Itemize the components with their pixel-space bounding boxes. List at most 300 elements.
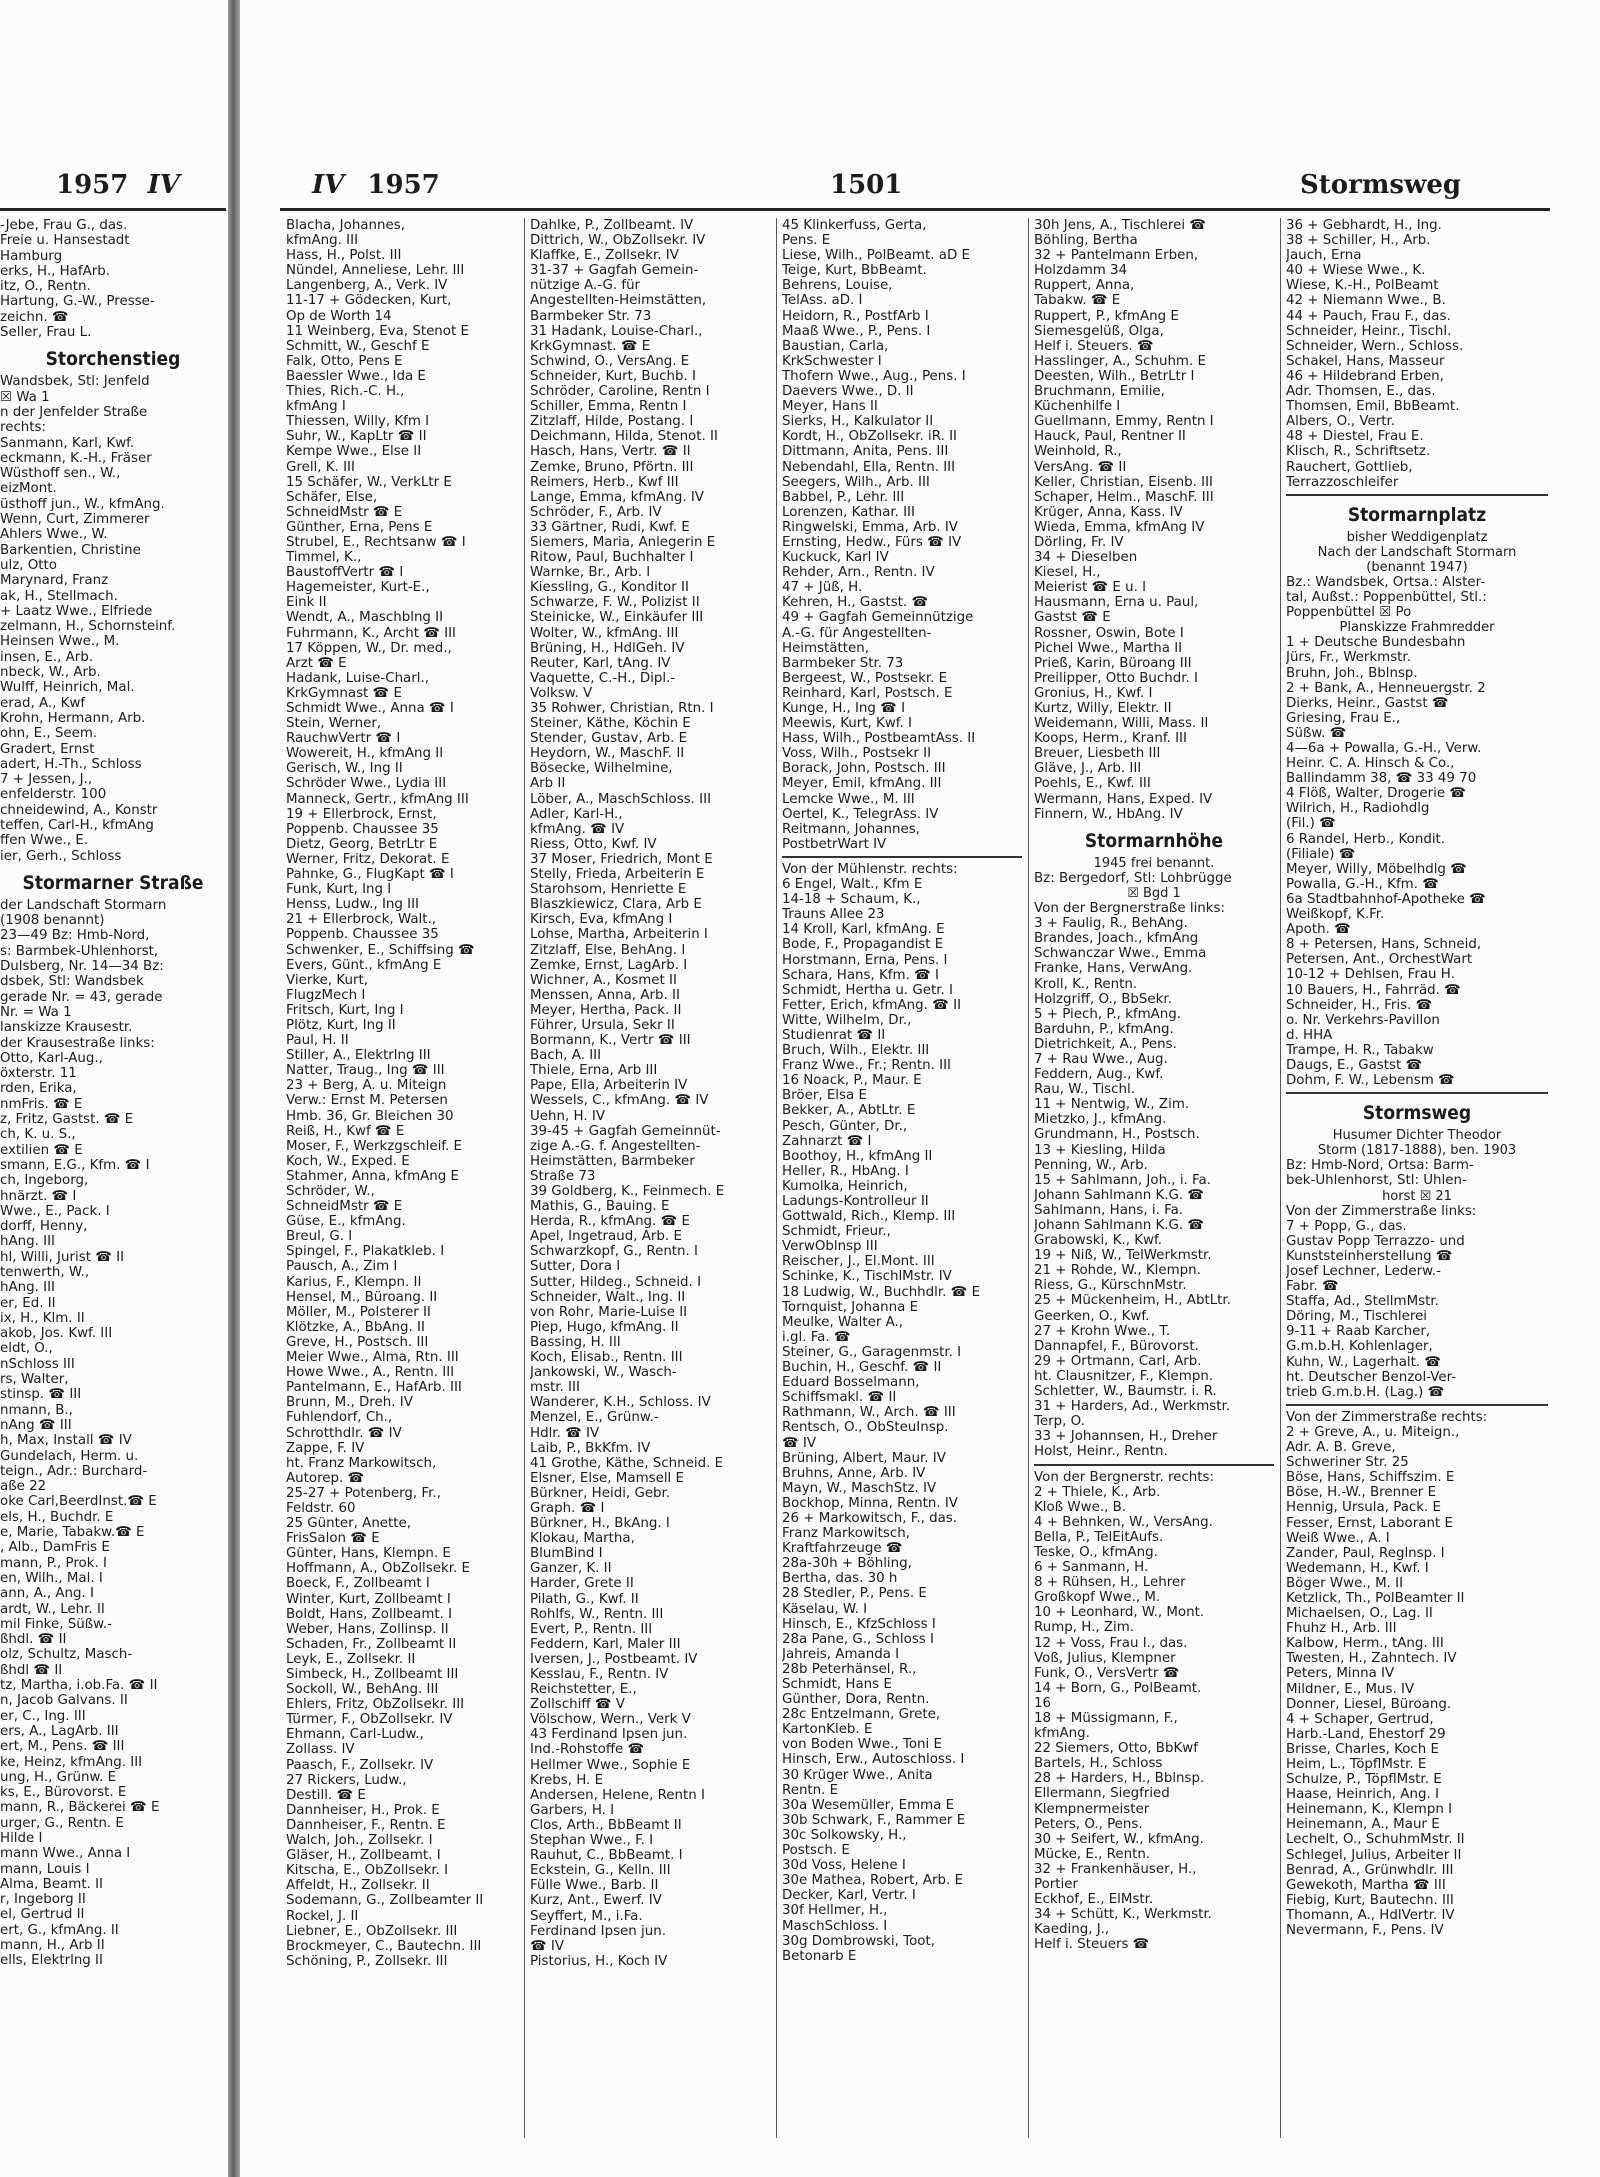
directory-entry: Schweriner Str. 25 — [1286, 1455, 1409, 1471]
directory-entry: Fabr. ☎ — [1286, 1279, 1339, 1295]
directory-entry: Schmidt, Frieur., — [782, 1224, 891, 1240]
directory-entry: Pausch, A., Zim I — [286, 1259, 398, 1275]
directory-entry: Ritow, Paul, Buchhalter I — [530, 550, 694, 566]
directory-entry: Garbers, H. I — [530, 1802, 615, 1818]
directory-entry: kfmAng. — [1034, 1726, 1090, 1742]
directory-entry: Kurtz, Willy, Elektr. II — [1034, 701, 1172, 716]
directory-entry: 30 Krüger Wwe., Anita — [782, 1767, 933, 1783]
directory-entry: Winter, Kurt, Zollbeamt I — [286, 1591, 451, 1607]
directory-entry: mann Wwe., Anna I — [0, 1846, 131, 1862]
directory-entry: 40 + Wiese Wwe., K. — [1286, 263, 1426, 279]
directory-entry: d. HHA — [1286, 1027, 1333, 1043]
directory-entry: Pesch, Günter, Dr., — [782, 1118, 908, 1134]
directory-entry: 6 + Sanmann, H. — [1034, 1560, 1149, 1576]
directory-entry: Hilde I — [0, 1830, 43, 1846]
directory-entry: mstr. III — [530, 1380, 580, 1396]
directory-entry: Fritsch, Kurt, Ing I — [286, 1002, 404, 1018]
directory-entry: Michaelsen, O., Lag. II — [1286, 1606, 1433, 1622]
directory-entry: ks, E., Bürovorst. E — [0, 1785, 127, 1801]
section-divider — [1286, 494, 1548, 496]
facing-page-fragment — [0, 0, 228, 2177]
directory-entry: Kuckuck, Karl IV — [782, 550, 889, 566]
directory-entry: e, Marie, Tabakw.☎ E — [0, 1525, 145, 1541]
directory-entry: A.-G. für Angestellten- — [782, 625, 932, 641]
directory-entry: 11 Weinberg, Eva, Stenot E — [286, 323, 469, 339]
directory-entry: Meyer, Hertha, Pack. II — [530, 1002, 682, 1018]
directory-entry: 7 + Popp, G., das. — [1286, 1218, 1407, 1234]
directory-entry: Teige, Kurt, BbBeamt. — [782, 263, 927, 279]
directory-entry: Fuhlendorf, Ch., — [286, 1410, 393, 1426]
directory-entry: hAng. III — [0, 1234, 55, 1250]
directory-entry: Weidemann, Willi, Mass. II — [1034, 716, 1209, 732]
directory-entry: 32 + Frankenhäuser, H., — [1034, 1861, 1197, 1877]
directory-entry: Meyer, Hans II — [782, 399, 878, 415]
directory-entry: , Alb., DamFris E — [0, 1540, 110, 1556]
directory-entry: Autorep. ☎ — [286, 1470, 365, 1486]
directory-entry: Henss, Ludw., Ing III — [286, 897, 420, 913]
directory-entry: ffen Wwe., E. — [0, 833, 89, 849]
directory-entry: Kesslau, F., Rentn. IV — [530, 1667, 669, 1682]
directory-entry: Simbeck, H., Zollbeamt III — [286, 1667, 459, 1682]
directory-entry: Bruhns, Anne, Arb. IV — [782, 1465, 926, 1481]
directory-entry: Piep, Hugo, kfmAng. II — [530, 1319, 679, 1335]
directory-entry: 33 + Johannsen, H., Dreher — [1034, 1429, 1218, 1445]
directory-entry: Helf i. Steuers. ☎ — [1034, 338, 1154, 354]
directory-entry: 44 + Pauch, Frau F., das. — [1286, 308, 1451, 324]
directory-entry: ert, G., kfmAng. II — [0, 1922, 119, 1938]
directory-entry: ht. Deutscher Benzol-Ver- — [1286, 1369, 1457, 1385]
directory-entry: Thomann, A., HdlVertr. IV — [1286, 1907, 1455, 1923]
directory-entry: gerade Nr. = 43, gerade — [0, 989, 163, 1005]
directory-entry: Arzt ☎ E — [286, 655, 347, 671]
directory-entry: n, Jacob Galvans. II — [0, 1693, 128, 1709]
directory-entry: Hdlr. ☎ IV — [530, 1425, 600, 1441]
directory-entry: Hellmer Wwe., Sophie E — [530, 1757, 691, 1773]
directory-entry: ke, Heinz, kfmAng. III — [0, 1754, 143, 1770]
directory-entry: Borack, John, Postsch. III — [782, 761, 946, 777]
directory-entry: Rauchert, Gottlieb, — [1286, 459, 1413, 475]
directory-entry: Thies, Rich.-C. H., — [286, 384, 405, 400]
directory-entry: Poehls, E., Kwf. III — [1034, 776, 1151, 792]
directory-entry: Timmel, K., — [286, 550, 362, 566]
directory-entry: Kehren, H., Gastst. ☎ — [782, 595, 929, 611]
directory-entry: Reuter, Karl, tAng. IV — [530, 655, 671, 671]
directory-entry: Schmidt, Hans E — [782, 1677, 892, 1692]
directory-entry: 11-17 + Gödecken, Kurt, — [286, 293, 452, 309]
directory-entry: Krebs, H. E — [530, 1772, 604, 1788]
directory-entry: 4—6a + Powalla, G.-H., Verw. — [1286, 741, 1482, 756]
directory-entry: Reischer, J., El.Mont. III — [782, 1254, 935, 1270]
directory-entry: MaschSchloss. I — [782, 1918, 888, 1934]
directory-entry: 22 Siemers, Otto, BbKwf — [1034, 1741, 1198, 1757]
directory-entry: rechts: — [0, 420, 47, 436]
directory-entry: Hoffmann, A., ObZollsekr. E — [286, 1561, 470, 1577]
directory-entry: Funk, Kurt, Ing I — [286, 882, 392, 898]
directory-entry: Schrotthdlr. ☎ IV — [286, 1425, 402, 1441]
directory-entry: ßhdl ☎ II — [0, 1662, 63, 1678]
directory-entry: Heinsen Wwe., M. — [0, 634, 120, 650]
directory-entry: Klisch, R., Schriftsetz. — [1286, 444, 1431, 460]
directory-entry: Gradert, Ernst — [0, 741, 95, 757]
directory-entry: Hadank, Luise-Charl., — [286, 670, 429, 686]
directory-entry: hl, Willi, Jurist ☎ II — [0, 1249, 125, 1265]
directory-entry: Plötz, Kurt, Ing II — [286, 1017, 396, 1033]
directory-entry: 21 + Rohde, W., Klempn. — [1034, 1263, 1201, 1279]
directory-entry: Grabowski, K., Kwf. — [1034, 1233, 1162, 1249]
directory-entry: Wermann, Hans, Exped. IV — [1034, 791, 1213, 807]
directory-entry: Wwe., E., Pack. I — [0, 1203, 110, 1219]
directory-entry: Holzdamm 34 — [1034, 263, 1128, 279]
directory-entry: Gustav Popp Terrazzo- und — [1286, 1233, 1465, 1249]
directory-entry: Tabakw. ☎ E — [1034, 293, 1121, 309]
directory-entry: Guellmann, Emmy, Rentn I — [1034, 414, 1214, 430]
directory-entry: Thofern Wwe., Aug., Pens. I — [782, 368, 966, 384]
directory-entry: Alma, Beamt. II — [0, 1876, 103, 1892]
directory-entry: Hinsch, Erw., Autoschloss. I — [782, 1752, 965, 1768]
directory-entry: Harb.-Land, Ehestorf 29 — [1286, 1726, 1446, 1742]
street-note: horst ☒ 21 — [1382, 1188, 1452, 1204]
directory-entry: aße 22 — [0, 1479, 47, 1495]
directory-entry: Wüsthoff sen., W., — [0, 466, 121, 482]
directory-entry: Zander, Paul, Reglnsp. I — [1286, 1545, 1445, 1561]
directory-entry: der Krausestraße links: — [0, 1035, 155, 1051]
directory-entry: hnärzt. ☎ I — [0, 1188, 77, 1204]
directory-entry: Boothoy, H., kfmAng II — [782, 1148, 933, 1164]
directory-entry: Bode, F., Propagandist E — [782, 937, 944, 953]
directory-page — [240, 0, 1600, 2177]
directory-entry: Deesten, Wilh., BetrLtr I — [1034, 368, 1195, 384]
directory-entry: Preilipper, Otto Buchdr. I — [1034, 670, 1198, 686]
directory-entry: Sutter, Dora I — [530, 1259, 621, 1275]
directory-entry: 43 Ferdinand Ipsen jun. — [530, 1727, 688, 1743]
directory-entry: Ruppert, Anna, — [1034, 278, 1135, 294]
directory-entry: Schneider, Walt., Ing. II — [530, 1289, 686, 1305]
directory-entry: Twesten, H., Zahntech. IV — [1286, 1651, 1457, 1667]
directory-entry: 16 — [1034, 1695, 1052, 1711]
directory-entry: Bröer, Elsa E — [782, 1088, 867, 1104]
directory-entry: Ernsting, Hedw., Fürs ☎ IV — [782, 534, 962, 550]
directory-entry: KartonKleb. E — [782, 1722, 873, 1738]
directory-entry: Pens. E — [782, 233, 831, 249]
directory-entry: nmFris. ☎ E — [0, 1096, 83, 1112]
directory-entry: Dietz, Georg, BetrLtr E — [286, 836, 438, 852]
directory-entry: Trauns Allee 23 — [782, 907, 885, 923]
directory-entry: Betonarb E — [782, 1948, 857, 1964]
directory-entry: Gastst ☎ E — [1034, 610, 1111, 626]
directory-entry: Sahlmann, Hans, i. Fa. — [1034, 1202, 1184, 1218]
directory-entry: Ringwelski, Emma, Arb. IV — [782, 519, 958, 535]
directory-entry: SchneidMstr ☎ E — [286, 1199, 403, 1215]
directory-entry: Evert, P., Rentn. III — [530, 1621, 653, 1637]
directory-entry: Franz Markowitsch, — [782, 1526, 910, 1542]
directory-entry: 41 Grothe, Käthe, Schneid. E — [530, 1455, 724, 1471]
directory-entry: Wendt, A., Maschblng II — [286, 610, 444, 626]
facing-page-header: 1957 IV — [56, 170, 180, 200]
directory-entry: Schinke, K., TischlMstr. IV — [782, 1269, 952, 1285]
directory-entry: ells, Elektrlng II — [0, 1953, 103, 1969]
directory-entry: Bockhop, Minna, Rentn. IV — [782, 1495, 958, 1511]
directory-entry: er, Ed. II — [0, 1295, 56, 1311]
directory-entry: Wandsbek, Stl: Jenfeld — [0, 374, 150, 390]
directory-entry: Meulke, Walter A., — [782, 1314, 904, 1330]
directory-entry: Hauck, Paul, Rentner II — [1034, 429, 1186, 445]
directory-entry: Krüger, Anna, Kass. IV — [1034, 504, 1183, 520]
directory-entry: Schaper, Helm., MaschF. III — [1034, 489, 1214, 505]
directory-entry: Stelly, Frieda, Arbeiterin E — [530, 867, 705, 883]
directory-entry: teign., Adr.: Burchard- — [0, 1463, 148, 1479]
directory-entry: Marynard, Franz — [0, 573, 109, 589]
directory-entry: Heller, R., HbAng. I — [782, 1163, 909, 1179]
directory-entry: 19 + Ellerbrock, Ernst, — [286, 806, 437, 822]
directory-entry: 14 + Born, G., PolBeamt. — [1034, 1680, 1202, 1696]
directory-entry: Boldt, Hans, Zollbeamt. I — [286, 1606, 453, 1622]
directory-entry: Reimers, Herb., Kwf III — [530, 474, 679, 490]
directory-entry: Meyer, Willy, Möbelhdlg ☎ — [1286, 861, 1467, 877]
directory-entry: Stein, Werner, — [286, 716, 382, 732]
directory-entry: Nr. = Wa 1 — [0, 1004, 72, 1020]
directory-entry: Dannheiser, F., Rentn. E — [286, 1817, 446, 1833]
directory-entry: 25 Günter, Anette, — [286, 1516, 412, 1532]
directory-entry: Thiele, Erna, Arb III — [530, 1063, 658, 1079]
directory-entry: (Fil.) ☎ — [1286, 816, 1336, 832]
directory-entry: Herda, R., kfmAng. ☎ E — [530, 1214, 690, 1230]
directory-entry: Pahnke, G., FlugKapt ☎ I — [286, 867, 454, 883]
directory-entry: Albers, O., Vertr. — [1286, 414, 1396, 430]
directory-entry: Apoth. ☎ — [1286, 922, 1351, 938]
directory-entry: Türmer, F., ObZollsekr. IV — [286, 1712, 453, 1728]
directory-entry: Manneck, Gertr., kfmAng III — [286, 791, 469, 807]
column-1 — [286, 218, 518, 1969]
directory-entry: Oertel, K., TelegrAss. IV — [782, 806, 939, 822]
directory-entry: Warnke, Br., Arb. I — [530, 565, 651, 581]
street-heading: Stormarnhöhe — [1084, 829, 1224, 852]
directory-entry: ☎ IV — [782, 1435, 817, 1451]
directory-entry: Wulff, Heinrich, Mal. — [0, 680, 135, 696]
directory-entry: Leyk, E., Zollsekr. II — [286, 1651, 416, 1667]
directory-entry: Kroll, K., Rentn. — [1034, 976, 1138, 992]
directory-entry: mann, Louis I — [0, 1861, 90, 1877]
directory-entry: Dittrich, W., ObZollsekr. IV — [530, 233, 706, 249]
directory-entry: 30e Mathea, Robert, Arb. E — [782, 1873, 964, 1889]
directory-entry: Käselau, W. I — [782, 1601, 868, 1617]
column-5 — [1286, 218, 1548, 1938]
directory-entry: 23—49 Bz: Hmb-Nord, — [0, 928, 150, 944]
directory-entry: Dittmann, Anita, Pens. III — [782, 444, 949, 460]
directory-entry: Dörling, Fr. IV — [1034, 534, 1124, 550]
directory-entry: zelmann, H., Schornsteinf. — [0, 619, 176, 635]
directory-entry: Daevers Wwe., D. II — [782, 384, 914, 400]
directory-entry: Sierks, H., Kalkulator II — [782, 414, 934, 430]
directory-entry: Seyffert, M., i.Fa. — [530, 1908, 643, 1924]
directory-entry: Koch, W., Exped. E — [286, 1153, 410, 1169]
directory-entry: ßhdl. ☎ II — [0, 1632, 67, 1648]
directory-entry: Riess, G., KürschnMstr. — [1034, 1278, 1187, 1294]
directory-entry: mil Finke, Süßw.- — [0, 1616, 112, 1632]
directory-entry: 31 + Harders, Ad., Werkmstr. — [1034, 1399, 1230, 1415]
directory-entry: Meewis, Kurt, Kwf. I — [782, 716, 912, 732]
directory-entry: Gerisch, W., Ing II — [286, 761, 403, 777]
directory-entry: Clos, Arth., BbBeamt II — [530, 1817, 682, 1833]
directory-entry: Kaeding, J., — [1034, 1922, 1110, 1938]
directory-entry: Hass, H., Polst. III — [286, 248, 402, 264]
directory-entry: Grundmann, H., Postsch. — [1034, 1127, 1200, 1143]
directory-entry: Greve, H., Postsch. III — [286, 1334, 429, 1350]
directory-entry: Brandes, Joach., kfmAng — [1034, 931, 1199, 947]
directory-entry: Kurz, Ant., Ewerf. IV — [530, 1893, 662, 1909]
directory-entry: Falk, Otto, Pens E — [286, 353, 403, 369]
directory-entry: Thomsen, Emil, BbBeamt. — [1286, 399, 1460, 415]
directory-entry: üsthoff jun., W., kfmAng. — [0, 496, 165, 512]
directory-entry: Schneider, H., Fris. ☎ — [1286, 997, 1433, 1013]
directory-entry: Daugs, E., Gastst ☎ — [1286, 1057, 1423, 1073]
directory-entry: els, H., Buchdr. E — [0, 1509, 114, 1525]
directory-entry: Böhling, Bertha — [1034, 233, 1138, 249]
directory-entry: Schwarze, F. W., Polizist II — [530, 595, 700, 611]
directory-entry: Koch, Elisab., Rentn. III — [530, 1350, 683, 1366]
directory-entry: Brüning, Albert, Maur. IV — [782, 1450, 946, 1466]
directory-entry: Schletter, W., Baumstr. i. R. — [1034, 1384, 1217, 1400]
directory-entry: urger, G., Rentn. E — [0, 1815, 124, 1831]
directory-entry: Fuhrmann, K., Archt ☎ III — [286, 625, 457, 641]
directory-entry: Zitzlaff, Hilde, Postang. I — [530, 414, 694, 430]
directory-entry: Wowereit, H., kfmAng II — [286, 746, 444, 762]
directory-entry: Bz: Hmb-Nord, Ortsa: Barm- — [1286, 1158, 1474, 1174]
directory-entry: 28c Entzelmann, Grete, — [782, 1707, 941, 1723]
directory-entry: Rehder, Arn., Rentn. IV — [782, 565, 935, 581]
directory-entry: Howe Wwe., A., Rentn. III — [286, 1365, 455, 1381]
directory-entry: Weinhold, R., — [1034, 444, 1122, 460]
directory-entry: 36 + Gebhardt, H., Ing. — [1286, 218, 1442, 233]
directory-entry: 30d Voss, Helene I — [782, 1858, 906, 1874]
directory-entry: Schara, Hans, Kfm. ☎ I — [782, 967, 939, 983]
directory-entry: Heinr. C. A. Hinsch & Co., — [1286, 756, 1455, 772]
directory-entry: Führer, Ursula, Sekr II — [530, 1017, 675, 1033]
directory-entry: Bz.: Wandsbek, Ortsa.: Alster- — [1286, 574, 1486, 590]
directory-entry: Stiller, A., Elektrlng III — [286, 1048, 431, 1064]
directory-entry: Schiffsmakl. ☎ II — [782, 1390, 897, 1406]
directory-entry: Bürkner, H., BkAng. I — [530, 1516, 670, 1532]
directory-entry: Ketzlick, Th., PolBeamter II — [1286, 1590, 1465, 1606]
directory-entry: Nevermann, F., Pens. IV — [1286, 1923, 1444, 1939]
directory-entry: Gläser, H., Zollbeamt. I — [286, 1848, 441, 1864]
directory-entry: Ballindamm 38, ☎ 33 49 70 — [1286, 771, 1477, 787]
directory-entry: Voß, Julius, Klempner — [1034, 1650, 1176, 1666]
directory-entry: eizMont. — [0, 481, 57, 497]
directory-entry: mann, H., Arb II — [0, 1938, 105, 1954]
directory-entry: bek-Uhlenhorst, Stl: Uhlen- — [1286, 1173, 1467, 1189]
directory-entry: 6 Engel, Walt., Kfm E — [782, 877, 923, 893]
directory-entry: Feldstr. 60 — [286, 1500, 356, 1516]
directory-entry: Stephan Wwe., F. I — [530, 1833, 654, 1849]
directory-entry: BlumBind I — [530, 1546, 603, 1562]
directory-entry: Günter, Hans, Klempn. E — [286, 1546, 451, 1562]
directory-entry: Jahreis, Amanda I — [782, 1646, 900, 1662]
street-heading: Stormsweg — [1362, 1102, 1472, 1125]
directory-entry: Hasch, Hans, Vertr. ☎ II — [530, 444, 691, 460]
directory-entry: kfmAng I — [286, 399, 346, 415]
directory-entry: 2 + Thiele, K., Arb. — [1034, 1484, 1161, 1500]
directory-entry: Steiner, G., Garagenmstr. I — [782, 1344, 962, 1360]
directory-entry: Mathis, G., Bauing. E — [530, 1199, 670, 1215]
directory-entry: Buchin, H., Geschf. ☎ II — [782, 1360, 942, 1376]
directory-entry: Wedemann, H., Kwf. I — [1286, 1560, 1429, 1576]
directory-entry: eckmann, K.-H., Fräser — [0, 450, 152, 466]
directory-entry: 18 + Müssigmann, F., — [1034, 1711, 1178, 1726]
section-divider — [1286, 1092, 1548, 1094]
directory-entry: Mücke, E., Rentn. — [1034, 1846, 1151, 1862]
directory-entry: Pape, Ella, Arbeiterin IV — [530, 1078, 688, 1094]
directory-entry: Wanderer, K.H., Schloss. IV — [530, 1395, 711, 1411]
directory-entry: Rentsch, O., ObSteuInsp. — [782, 1420, 949, 1436]
directory-entry: Schröder, F., Arb. IV — [530, 504, 662, 520]
directory-entry: Heinemann, A., Maur E — [1286, 1817, 1440, 1833]
directory-entry: 28a Pane, G., Schloss I — [782, 1631, 934, 1647]
directory-entry: 31 Hadank, Louise-Charl., — [530, 323, 703, 339]
directory-entry: Zahnarzt ☎ I — [782, 1133, 872, 1149]
directory-entry: nützige A.-G. für — [530, 278, 641, 294]
page-header-left — [312, 170, 440, 200]
directory-entry: Günther, Erna, Pens E — [286, 519, 433, 535]
directory-entry: z, Fritz, Gastst. ☎ E — [0, 1112, 134, 1128]
directory-entry: Schmidt Wwe., Anna ☎ I — [286, 701, 454, 716]
directory-entry: 2 + Bank, A., Henneuergstr. 2 — [1286, 680, 1486, 696]
directory-entry: Barmbeker Str. 73 — [530, 308, 652, 324]
directory-entry: Stahmer, Anna, kfmAng E — [286, 1168, 459, 1184]
directory-entry: Behrens, Louise, — [782, 278, 893, 294]
directory-entry: el, Gertrud II — [0, 1907, 85, 1923]
directory-entry: Helf i. Steuers ☎ — [1034, 1937, 1150, 1953]
directory-entry: 1 + Deutsche Bundesbahn — [1286, 635, 1466, 651]
directory-entry: Klötzke, A., BbAng. II — [286, 1319, 425, 1335]
directory-entry: Ellermann, Siegfried — [1034, 1786, 1170, 1802]
directory-entry: Breuer, Liesbeth III — [1034, 746, 1161, 762]
directory-entry: Von der Zimmerstraße links: — [1286, 1203, 1477, 1219]
directory-entry: Nebendahl, Ella, Rentn. III — [782, 459, 956, 475]
directory-entry: Graph. ☎ I — [530, 1500, 605, 1516]
directory-entry: Ahlers Wwe., W. — [0, 527, 108, 543]
directory-entry: Wieda, Emma, kfmAng IV — [1034, 519, 1205, 535]
directory-entry: Werner, Fritz, Dekorat. E — [286, 851, 450, 867]
directory-entry: Klempnermeister — [1034, 1801, 1150, 1817]
directory-entry: Riess, Otto, Kwf. IV — [530, 836, 657, 852]
directory-entry: Bassing, H. III — [530, 1334, 621, 1350]
directory-entry: 33 Gärtner, Rudi, Kwf. E — [530, 519, 690, 535]
street-note: Husumer Dichter Theodor — [1332, 1128, 1502, 1144]
directory-entry: Liebner, E., ObZollsekr. III — [286, 1923, 458, 1939]
directory-entry: Poppenb. Chaussee 35 — [286, 927, 439, 943]
directory-entry: Bartels, H., Schloss — [1034, 1756, 1163, 1772]
directory-entry: er, C., Ing. III — [0, 1708, 86, 1724]
directory-entry: nAng ☎ III — [0, 1417, 72, 1433]
directory-entry: Ehlers, Fritz, ObZollsekr. III — [286, 1697, 465, 1713]
directory-entry: 39 Goldberg, K., Feinmech. E — [530, 1184, 725, 1199]
directory-entry: Hasslinger, A., Schuhm. E — [1034, 353, 1206, 369]
directory-entry: Lohse, Martha, Arbeiterin I — [530, 927, 708, 943]
directory-entry: Seller, Frau L. — [0, 325, 92, 341]
directory-entry: Zitzlaff, Else, BehAng. I — [530, 942, 686, 958]
directory-entry: SchneidMstr ☎ E — [286, 504, 403, 520]
directory-entry: Rau, W., Tischl. — [1034, 1082, 1135, 1098]
directory-entry: 10-12 + Dehlsen, Frau H. — [1286, 967, 1455, 983]
directory-entry: Heimstätten, — [782, 640, 869, 656]
section-divider — [1034, 1464, 1274, 1466]
directory-entry: tenwerth, W., — [0, 1265, 90, 1280]
directory-entry: Terp, O. — [1034, 1414, 1085, 1430]
directory-entry: Blaszkiewicz, Clara, Arb E — [530, 897, 702, 913]
directory-entry: ☒ Wa 1 — [0, 389, 50, 405]
column-4 — [1034, 218, 1274, 1953]
directory-entry: Pichel Wwe., Martha II — [1034, 640, 1183, 656]
